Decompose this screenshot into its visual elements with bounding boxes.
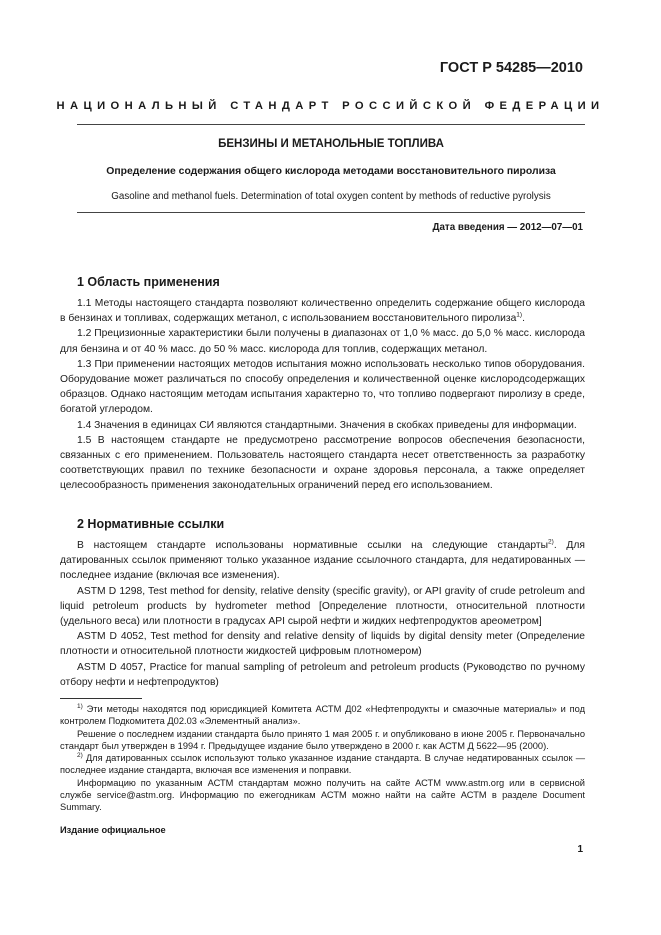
document-id: ГОСТ Р 54285—2010 bbox=[439, 60, 583, 76]
header-rule-bottom bbox=[77, 212, 585, 213]
footnote-2-continued: Информацию по указанным АСТМ стандартам можно получить на сайте АСТМ www.astm.org или в сервисной службе service@astm.org. Информацию по ежегодникам АСТМ можно найти на сайте АСТМ в разделе Document Summary. bbox=[60, 777, 585, 813]
paragraph-2-intro: В настоящем стандарте использованы нормативные ссылки на следующие стандарты$^{2)}$. Для датированных ссылок применяют только указанное издание ссылочного стандарта, для недатированных — последнее издание (включая все изменения). bbox=[60, 538, 585, 582]
footnotes bbox=[60, 703, 585, 814]
footnote-1: $^{1)}$ Эти методы находятся под юрисдикцией Комитета АСТМ Д02 «Нефтепродукты и смазочные материалы» и под контролем Подкомитета Д02.03 «Элементный анализ». bbox=[60, 702, 585, 727]
section-1-body bbox=[60, 296, 585, 494]
paragraph-1-1: 1.1 Методы настоящего стандарта позволяют количественно определить содержание общего кислорода в бензинах и топливах, содержащих метанол, с использованием восстановительного пиролиза$^{1)}$. bbox=[60, 298, 585, 325]
page-number: 1 bbox=[577, 844, 583, 855]
header-rule-top bbox=[77, 124, 585, 125]
footnote-1-continued: Решение о последнем издании стандарта было принято 1 мая 2005 г. и опубликовано в июне 2005 г. Первоначально стандарт был утвержден в 1994 г. Предыдущее издание было утверждено в 2000 г. как АСТМ Д 5622—95 (2000). bbox=[60, 728, 585, 751]
national-standard-banner: НАЦИОНАЛЬНЫЙ СТАНДАРТ РОССИЙСКОЙ ФЕДЕРАЦИИ bbox=[56, 100, 605, 112]
reference-astm-d4057: ASTM D 4057, Practice for manual sampling of petroleum and petroleum products (Руководство по ручному отбору нефти и нефтепродуктов) bbox=[60, 661, 585, 688]
reference-astm-d1298: ASTM D 1298, Test method for density, relative density (specific gravity), or API gravity of crude petroleum and liquid petroleum products by hydrometer method [Определение плотности, относительной плотности (удельного веса) или плотности в градусах API сырой нефти и жидких нефтепродуктов ареометром] bbox=[60, 585, 585, 628]
paragraph-1-4: 1.4 Значения в единицах СИ являются стандартными. Значения в скобках приведены для информации. bbox=[77, 419, 577, 431]
document-subtitle: Определение содержания общего кислорода методами восстановительного пиролиза bbox=[106, 166, 556, 177]
footnote-2: $^{2)}$ Для датированных ссылок используют только указанное издание стандарта. В случае недатированных ссылок — последнее издание стандарта, включая все изменения и поправки. bbox=[60, 752, 585, 776]
reference-astm-d4052: ASTM D 4052, Test method for density and relative density of liquids by digital density meter (Определение плотности и относительной плотности жидкостей цифровым плотномером) bbox=[60, 631, 585, 658]
section-2-heading: 2 Нормативные ссылки bbox=[77, 517, 225, 531]
section-2-body bbox=[60, 538, 585, 690]
document-title: БЕНЗИНЫ И МЕТАНОЛЬНЫЕ ТОПЛИВА bbox=[218, 138, 444, 150]
introduction-date: Дата введения — 2012—07—01 bbox=[432, 222, 583, 233]
footnote-separator bbox=[60, 698, 142, 699]
official-edition-label: Издание официальное bbox=[60, 825, 166, 835]
paragraph-1-5: 1.5 В настоящем стандарте не предусмотрено рассмотрение вопросов обеспечения безопасности, связанных с его применением. Пользователь настоящего стандарта несет ответственность за разработку соответствующих правил по технике безопасности и охране здоровья персонала, а также определяет целесообразность применения законодательных ограничений перед его использованием. bbox=[60, 434, 585, 492]
paragraph-1-2: 1.2 Прецизионные характеристики были получены в диапазонах от 1,0 % масс. до 5,0 % масс. кислорода для бензина и от 40 % масс. до 50 % масс. кислорода для топлив, содержащих метанол. bbox=[60, 328, 585, 355]
paragraph-1-3: 1.3 При применении настоящих методов испытания можно использовать несколько типов оборудования. Оборудование может различаться по способу определения и количественной оценке кислородсодержащих образцов. Однако настоящим методам испытания характерно то, что топливо подвергают пиролизу в среде, богатой углеродом. bbox=[60, 358, 585, 416]
section-1-heading: 1 Область применения bbox=[77, 275, 220, 289]
document-title-english: Gasoline and methanol fuels. Determination of total oxygen content by methods of reductive pyrolysis bbox=[111, 191, 551, 202]
